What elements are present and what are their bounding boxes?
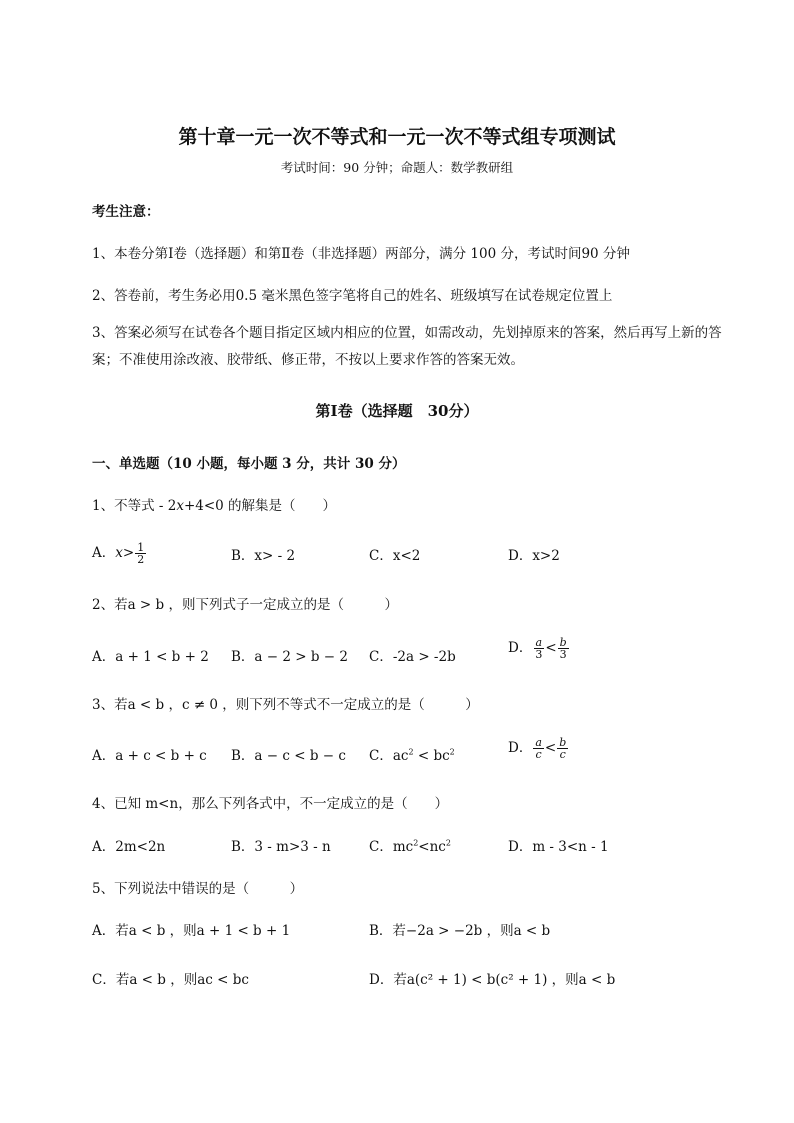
section-title: 第Ⅰ卷（选择题 30分） (315, 402, 479, 420)
fraction: $\frac{b}{c}$ (559, 736, 567, 761)
question-2-option-d[interactable]: D． $\frac{a}{3}$ < $\frac{b}{3}$ (508, 636, 567, 661)
question-3-option-b[interactable]: B．a − c < b − c (231, 748, 346, 764)
notice-item-1: 1、本卷分第Ⅰ卷（选择题）和第Ⅱ卷（非选择题）两部分，满分 100 分，考试时间90 分钟 (92, 246, 630, 262)
fraction: $\frac{a}{3}$ (535, 636, 543, 661)
question-1-option-c[interactable]: C．x<2 (369, 548, 421, 564)
question-4-option-c[interactable]: C．$mc^2<nc^2$ (369, 838, 451, 855)
question-2-stem: 2、若a > b ，则下列式子一定成立的是（ ） (92, 597, 398, 613)
question-1-option-b[interactable]: B．x> - 2 (231, 548, 296, 564)
notice-heading: 考生注意： (92, 204, 160, 220)
question-1-option-d[interactable]: D．x>2 (508, 548, 560, 564)
question-4-option-a[interactable]: A．2m<2n (92, 839, 166, 855)
page-title: 第十章一元一次不等式和一元一次不等式组专项测试 (178, 126, 616, 148)
question-4-option-b[interactable]: B．3 - m>3 - n (231, 839, 331, 855)
question-3-option-d[interactable]: D． $\frac{a}{c}$ < $\frac{b}{c}$ (508, 736, 567, 761)
fraction: $\frac{b}{3}$ (559, 636, 567, 661)
fraction: $\frac{a}{c}$ (535, 736, 542, 761)
question-2-option-a[interactable]: A．a + 1 < b + 2 (92, 649, 209, 665)
notice-item-2: 2、答卷前，考生务必用0.5 毫米黑色签字笔将自己的姓名、班级填写在试卷规定位置上 (92, 288, 613, 304)
question-3-stem: 3、若a < b ，c ≠ 0 ，则下列不等式不一定成立的是（ ） (92, 697, 479, 713)
question-5-option-b[interactable]: B．若−2a > −2b ，则a < b (369, 923, 551, 939)
question-3-option-c[interactable]: C．$ac^2 < bc^2$ (369, 747, 455, 764)
question-4-option-d[interactable]: D．m - 3<n - 1 (508, 839, 609, 855)
question-5-stem: 5、下列说法中错误的是（ ） (92, 881, 304, 897)
question-5-option-d[interactable]: D．若a(c² + 1) < b(c² + 1) ，则a < b (369, 972, 616, 988)
question-1-stem: 1、不等式 - 2x+4<0 的解集是（ ） (92, 498, 337, 514)
question-2-option-c[interactable]: C．-2a > -2b (369, 649, 456, 665)
notice-item-3: 3、答案必须写在试卷各个题目指定区域内相应的位置，如需改动，先划掉原来的答案，然后再写上新的答案；不准使用涂改液、胶带纸、修正带，不按以上要求作答的答案无效。 (92, 325, 722, 368)
part-title: 一、单选题（10 小题，每小题 3 分，共计 30 分） (92, 456, 406, 472)
fraction: $\frac{1}{2}$ (137, 541, 145, 566)
question-4-stem: 4、已知 m<n，那么下列各式中，不一定成立的是（ ） (92, 796, 449, 812)
question-1-option-a[interactable]: A．x> $\frac{1}{2}$ (92, 541, 145, 566)
question-5-option-a[interactable]: A．若a < b ，则a + 1 < b + 1 (92, 923, 291, 939)
question-2-option-b[interactable]: B．a − 2 > b − 2 (231, 649, 348, 665)
question-5-option-c[interactable]: C．若a < b ，则ac < bc (92, 972, 249, 988)
question-3-option-a[interactable]: A．a + c < b + c (92, 748, 207, 764)
exam-info: 考试时间：90 分钟；命题人：数学教研组 (280, 160, 514, 175)
